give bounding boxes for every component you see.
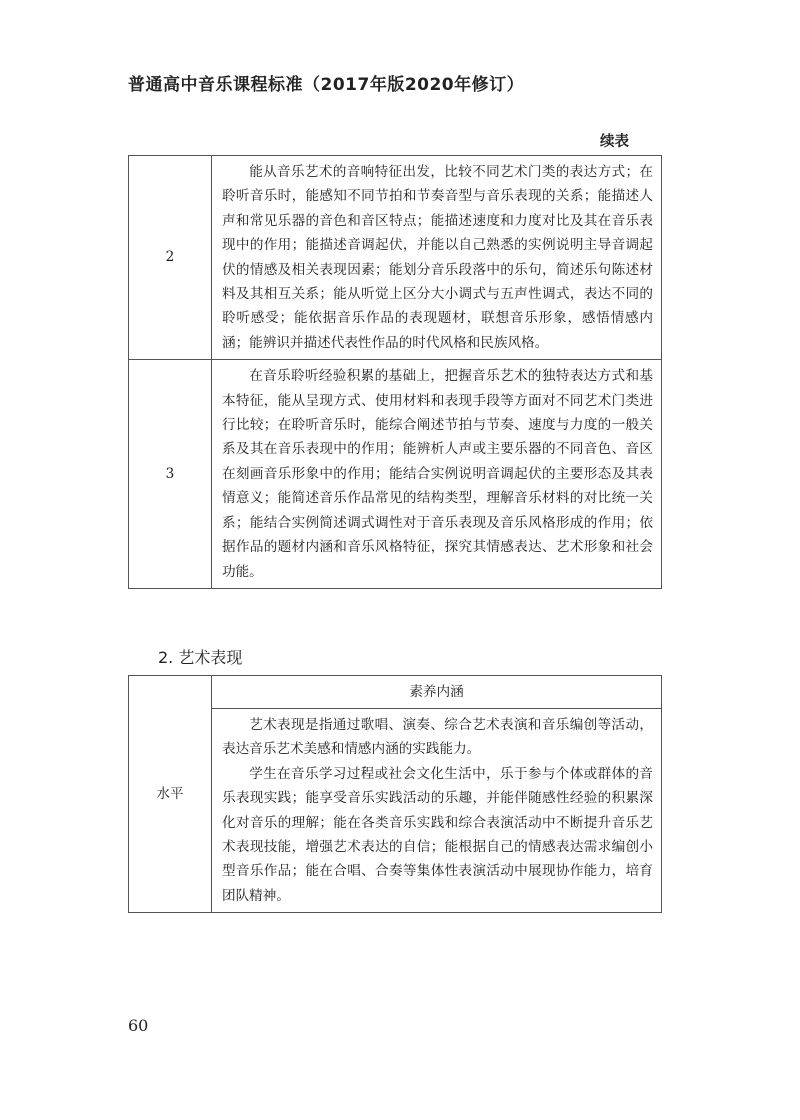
level-description-text: 能从音乐艺术的音响特征出发，比较不同艺术门类的表达方式；在聆听音乐时，能感知不同节拍和节奏音型与音乐表现的关系；能描述人声和常见乐器的音色和音区特点；能描述速度和力度对比及其在音乐表现中的作用；能描述音调起伏，并能以自己熟悉的实例说明主导音调起伏的情感及相关表现因素；能划分音乐段落中的乐句，简述乐句陈述材料及其相互关系；能从听觉上区分大小调式与五声性调式，表达不同的聆听感受；能依据音乐作品的表现题材，联想音乐形象，感悟情感内涵；能辨识并描述代表性作品的时代风格和民族风格。 — [222, 164, 653, 351]
column-header-literacy: 素养内涵 — [212, 676, 662, 709]
literacy-description — [212, 709, 662, 913]
level-description — [212, 360, 662, 589]
table-row — [129, 360, 662, 589]
page-number: 60 — [128, 1016, 149, 1035]
literacy-paragraph: 学生在音乐学习过程或社会文化生活中，乐于参与个体或群体的音乐表现实践；能享受音乐实践活动的乐趣，并能伴随感性经验的积累深化对音乐的理解；能在各类音乐实践和综合表演活动中不断提升音乐艺术表现技能，增强艺术表达的自信；能根据自己的情感表达需求编创小型音乐作品；能在合唱、合奏等集体性表演活动中展现协作能力，培育团队精神。 — [222, 765, 653, 904]
literacy-paragraph: 艺术表现是指通过歌唱、演奏、综合艺术表演和音乐编创等活动，表达音乐艺术美感和情感内涵的实践能力。 — [222, 717, 653, 758]
section-heading: 2. 艺术表现 — [158, 648, 243, 667]
row-label-level: 水平 — [129, 676, 212, 913]
level-table-continued — [128, 155, 662, 589]
running-header: 普通高中音乐课程标准（2017年版2020年修订） — [128, 75, 525, 95]
table-row — [129, 156, 662, 360]
continued-label: 续表 — [600, 134, 629, 150]
level-number: 3 — [129, 360, 212, 589]
table-header-row — [129, 676, 662, 709]
level-description-text: 在音乐聆听经验积累的基础上，把握音乐艺术的独特表达方式和基本特征，能从呈现方式、使用材料和表现手段等方面对不同艺术门类进行比较；在聆听音乐时，能综合阐述节拍与节奏、速度与力度的一般关系及其在音乐表现中的作用；能辨析人声或主要乐器的不同音色、音区在刻画音乐形象中的作用；能结合实例说明音调起伏的主要形态及其表情意义；能简述音乐作品常见的结构类型，理解音乐材料的对比统一关系；能结合实例简述调式调性对于音乐表现及音乐风格形成的作用；依据作品的题材内涵和音乐风格特征，探究其情感表达、艺术形象和社会功能。 — [222, 368, 653, 580]
level-number: 2 — [129, 156, 212, 360]
level-description — [212, 156, 662, 360]
artistic-expression-table — [128, 675, 662, 913]
